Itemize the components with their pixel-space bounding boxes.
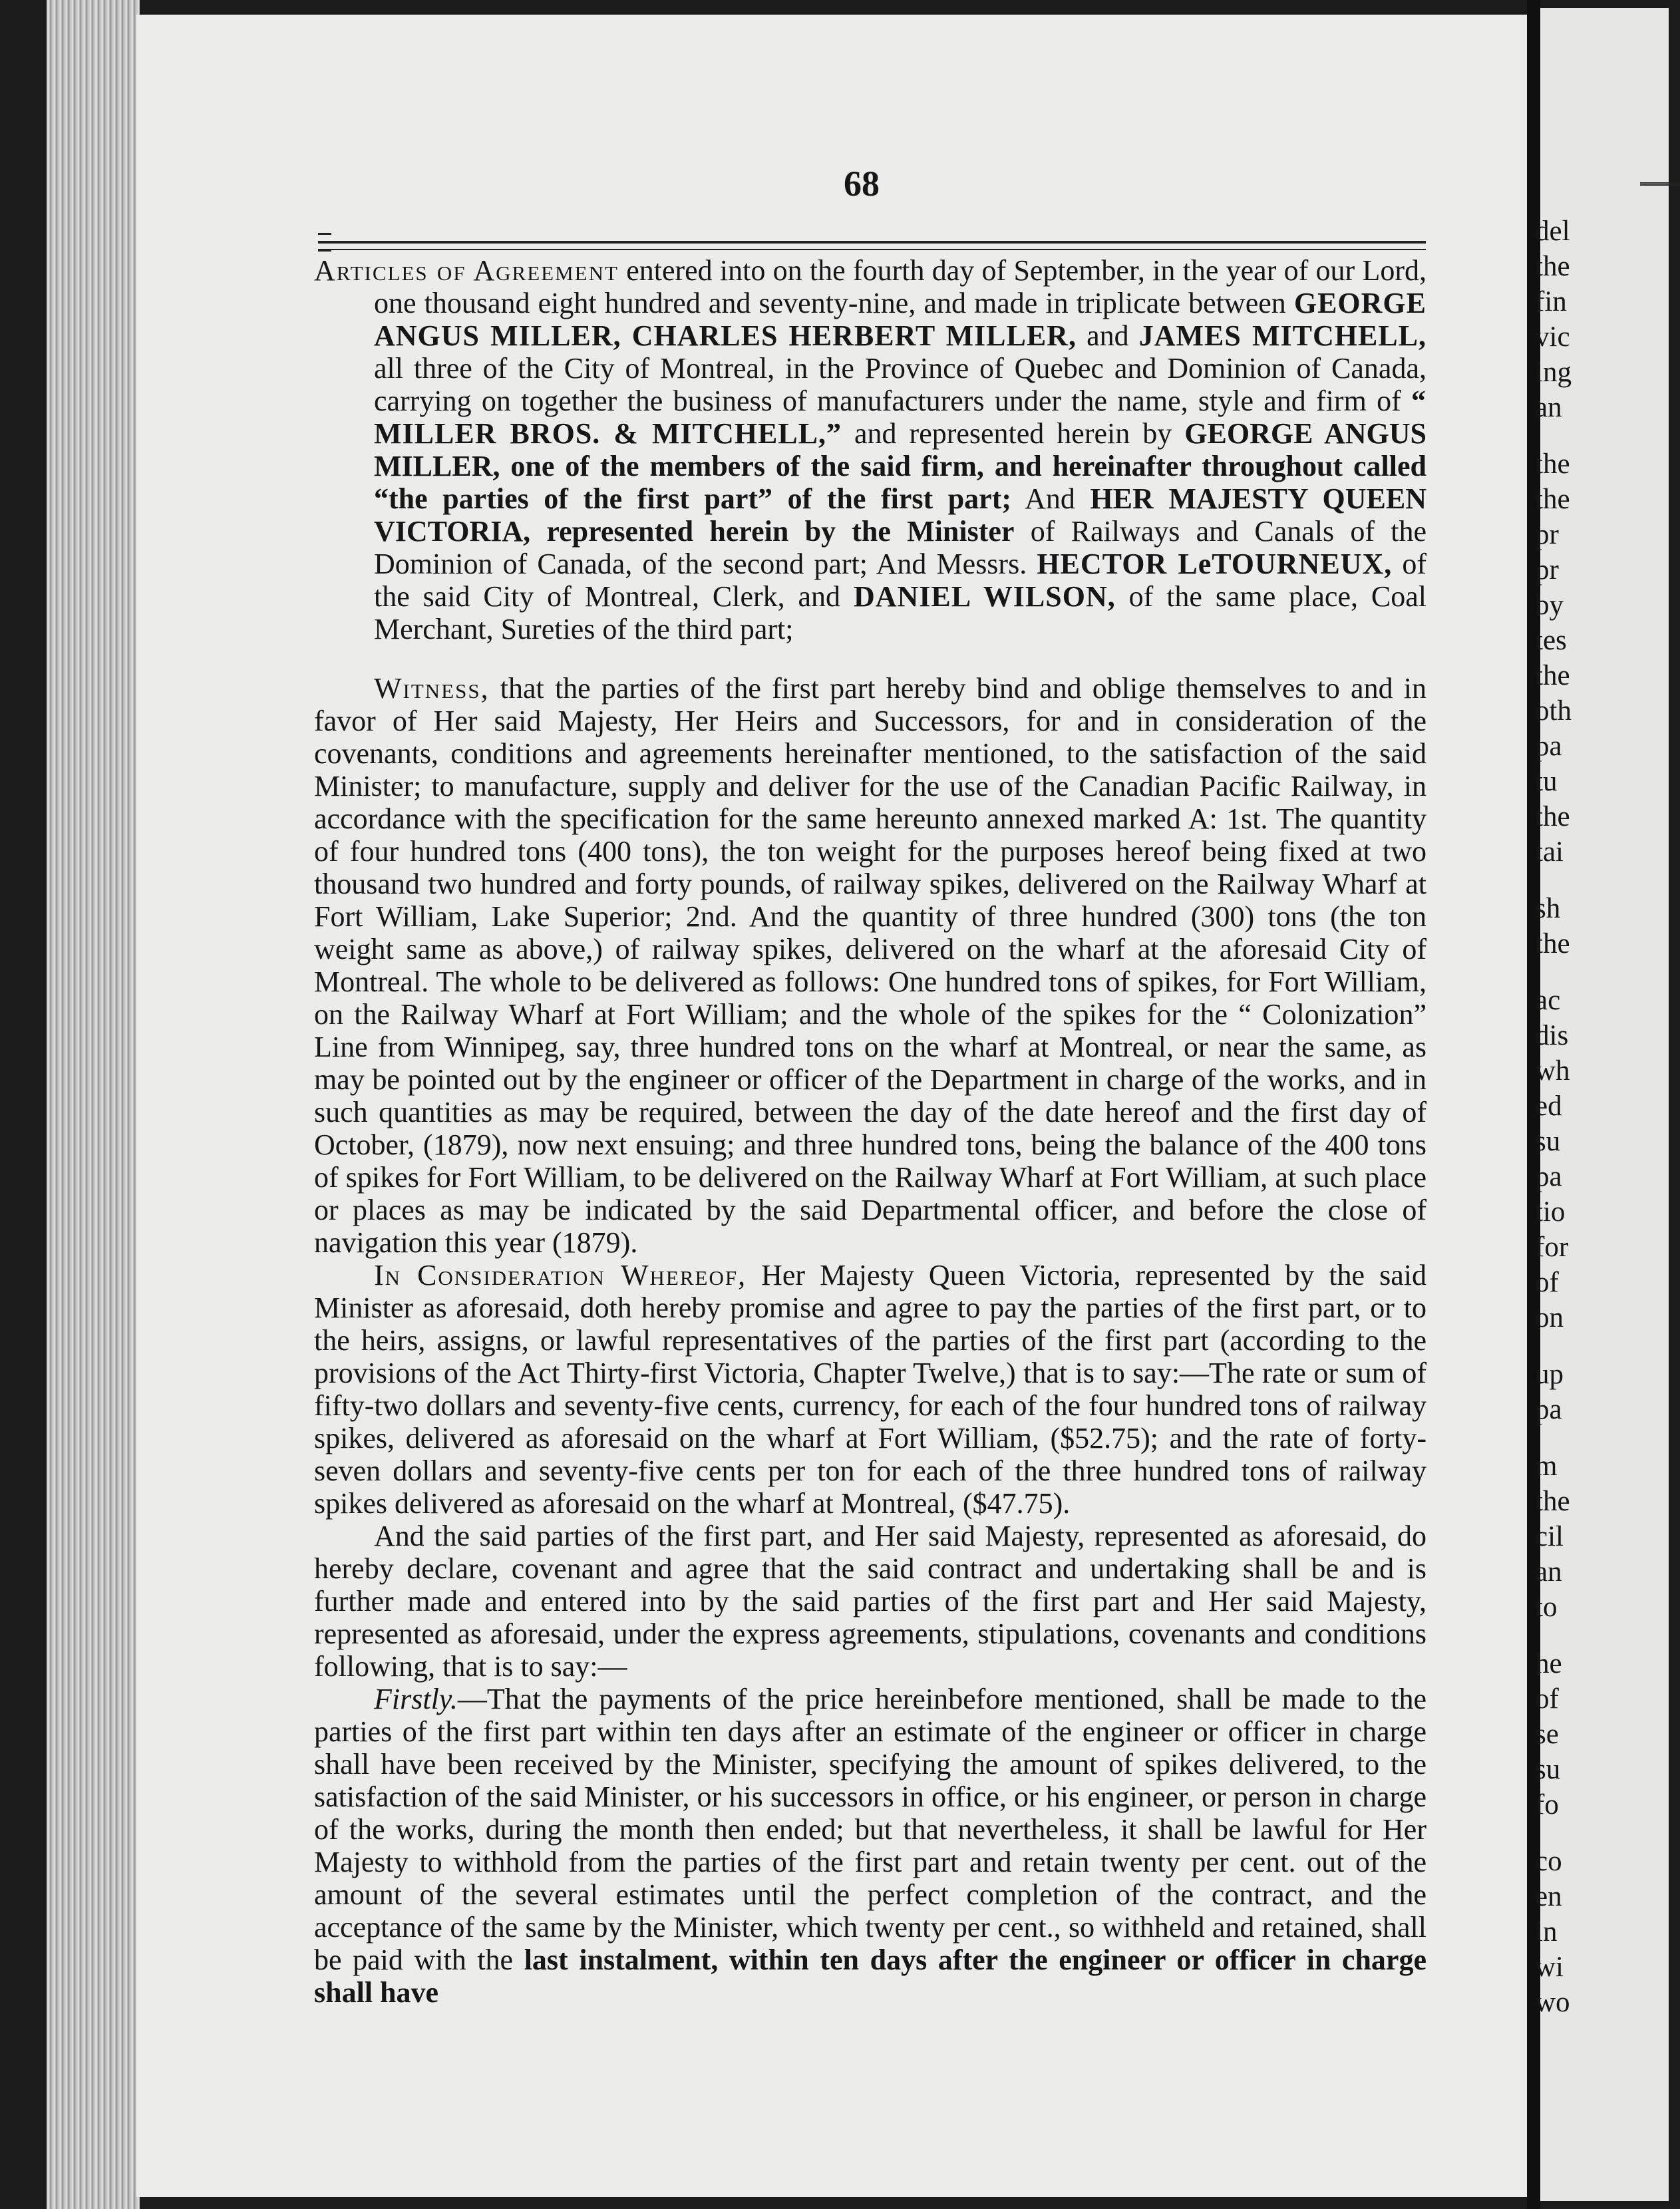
firm-name: “ MILLER BROS. & MITCHELL,” [374,385,1427,450]
facing-page-fragment-line: the [1535,928,1570,959]
facing-page-fragment-line: vic [1535,321,1570,353]
facing-page-fragment-line: ac [1535,985,1561,1016]
facing-page-fragment-line: the [1535,660,1570,691]
facing-page-fragment-line: tes [1535,625,1567,656]
agreement-opening [314,254,1427,645]
facing-page-fragment-line: pr [1535,554,1559,586]
firstly-text: —That the payments of the price hereinbefore mentioned, shall be made to the parties of the first part within ten days after an estimate of the engineer or officer in charge shall have been received by the Minister, specifying the amount of spikes delivered, to the satisfaction of the said Minister, or his successors in office, or his engineer, or person in charge of the works, during the month then ended; but that nevertheless, it shall be lawful for Her Majesty to withhold from the parties of the first part and retain twenty per cent. out of the amount of the several estimates until the perfect completion of the contract, and the acceptance of the same by the Minister, which twenty per cent., so withheld and retained, shall be paid with the [314,1683,1427,1976]
facing-page-fragment-line: the [1535,448,1570,480]
facing-page-fragment-line: for [1535,1232,1569,1263]
facing-page-fragment-line: to [1535,1592,1558,1623]
facing-page-rule [1640,182,1680,186]
party-names: GEORGE ANGUS MILLER, CHARLES HERBERT MILLER, [374,287,1427,352]
facing-page-fragment-line: co [1535,1846,1562,1877]
facing-page-fragment [1535,8,1669,2201]
facing-page-fragment-line: pr [1535,519,1559,550]
facing-page-fragment-line: by [1535,590,1564,621]
facing-page-fragment-line: on [1535,1302,1564,1333]
facing-page-fragment-line: the [1535,1486,1570,1517]
facing-page-fragment-line: m [1535,1450,1558,1482]
facing-page-fragment-line: fin [1535,286,1567,317]
facing-page-fragment-line: up [1535,1359,1564,1390]
surety-name: HECTOR LeTOURNEUX, [1037,548,1393,580]
facing-page-fragment-line: wo [1535,1987,1570,2018]
consideration-text: Her Majesty Queen Victoria, represented by the said Minister as aforesaid, doth hereby promise and agree to pay the parties of the first part, or to the heirs, assigns, or lawful representatives of the parties of the first part (according to the provisions of the Act Thirty-first Victoria, Chapter Twelve,) that is to say:—The rate or sum of fifty-two dollars and seventy-five cents, currency, for each of the four hundred tons of railway spikes, delivered as aforesaid on the wharf at Fort William, ($52.75); and the rate of forty-seven dollars and seventy-five cents per ton for each of the three hundred tons of railway spikes delivered as aforesaid on the wharf at Montreal, ($47.75). [314,1259,1427,1520]
header-rule [318,241,1426,250]
facing-page-fragment-line: oth [1535,695,1572,727]
facing-page-fragment-line: sh [1535,893,1561,924]
representative-clause: GEORGE ANGUS MILLER, one of the members of the said firm, and hereinafter throughout called “the parties of the first part” of the first part; [374,417,1427,515]
facing-page-fragment-line: tu [1535,766,1558,797]
facing-page-fragment-line: the [1535,484,1570,515]
declaration-paragraph: And the said parties of the first part, and Her said Majesty, represented as aforesaid, do hereby declare, covenant and agree that the said contract and undertaking shall be and is further made and entered into by the said parties of the first part and Her said Majesty, represented as aforesaid, under the express agreements, stipulations, covenants and conditions following, that is to say:— [314,1520,1427,1683]
facing-page-fragment-line: wh [1535,1055,1570,1087]
crown-party: HER MAJESTY QUEEN VICTORIA, represented herein by the Minister [374,482,1427,548]
opening-text: of the same place, Coal Merchant, Sureties of the third part; [374,580,1427,645]
firstly-lead: Firstly. [374,1683,458,1715]
facing-page-fragment-line: cil [1535,1521,1564,1552]
facing-page-fragment-line: ed [1535,1091,1562,1122]
facing-page-fragment-line: en [1535,1881,1562,1912]
opening-text: of Railways and Canals of the Dominion of Canada, of the second part; And Messrs. [374,515,1427,580]
witness-lead: Witness, [374,672,490,705]
facing-page-fragment-line: su [1535,1754,1561,1785]
page-number: 68 [844,164,880,204]
firstly-paragraph [314,1683,1427,2009]
facing-page-fragment-line: su [1535,1126,1561,1157]
facing-page-fragment-line: wi [1535,1952,1564,1983]
opening-text: and represented herein by [842,417,1185,450]
consideration-lead: In Consideration Whereof, [374,1259,747,1291]
facing-page-fragment-line: pa [1535,1161,1562,1192]
facing-page-fragment-line: an [1535,392,1562,423]
surety-name: DANIEL WILSON, [853,580,1116,613]
facing-page-fragment-line: dis [1535,1020,1569,1051]
facing-page-fragment-line: tai [1535,836,1564,868]
witness-paragraph [314,672,1427,1259]
witness-text: that the parties of the first part hereby bind and oblige themselves to and in favor of Her said Majesty, Her Heirs and Successors, for and in consideration of the covenants, conditions and agreements hereinafter mentioned, to the satisfaction of the said Minister; to manufacture, supply and deliver for the use of the Canadian Pacific Railway, in accordance with the specification for the same hereunto annexed marked A: 1st. The quantity of four hundred tons (400 tons), the ton weight for the purposes hereof being fixed at two thousand two hundred and forty pounds, of railway spikes, delivered on the Railway Wharf at Fort William, Lake Superior; 2nd. And the quantity of three hundred (300) tons (the ton weight same as above,) of railway spikes, delivered on the wharf at the aforesaid City of Montreal. The whole to be delivered as follows: One hundred tons of spikes, for Fort William, on the Railway Wharf at Fort William; and the whole of the spikes for the “ Colonization” Line from Winnipeg, say, three hundred tons on the wharf at Montreal, or near the same, as may be pointed out by the engineer or officer of the Department in charge of the works, and in such quantities as may be required, between the day of the date hereof and the first day of October, (1879), now next ensuing; and three hundred tons, being the balance of the 400 tons of spikes for Fort William, to be delivered on the Railway Wharf at Fort William, at such place or places as may be indicated by the said Departmental officer, and before the close of navigation this year (1879). [314,672,1427,1259]
facing-page-fragment-line: the [1535,801,1570,832]
book-page-edge [47,0,140,2209]
facing-page-fragment-line: of [1535,1267,1559,1298]
facing-page-fragment-line: pa [1535,731,1562,762]
facing-page-fragment-line: fo [1535,1789,1559,1820]
opening-text: of the said City of Montreal, Clerk, and [374,548,1427,613]
facing-page-fragment-line: an [1535,1556,1562,1588]
facing-page-fragment-line: se [1535,1719,1559,1750]
firstly-tail: last instalment, within ten days after the engineer or officer in charge shall have [314,1944,1427,2009]
facing-page-fragment-line: del [1535,216,1570,247]
facing-page-fragment-line: in [1535,1916,1558,1948]
facing-page-fragment-line: tio [1535,1196,1566,1228]
facing-page-fragment-line: ing [1535,357,1572,388]
party-name: JAMES MITCHELL, [1138,319,1427,352]
opening-text: And [1011,482,1091,515]
opening-text: entered into on the fourth day of September, in the year of our Lord, one thousand eight hundred and seventy-nine, and made in triplicate between [374,254,1427,319]
opening-text: all three of the City of Montreal, in the Province of Quebec and Dominion of Canada, carrying on together the business of manufacturers under the name, style and firm of [374,352,1427,417]
facing-page-fragment-line: pa [1535,1394,1562,1425]
facing-page-fragment-line: the [1535,251,1570,282]
facing-page-fragment-line: of [1535,1683,1559,1715]
opening-text: and [1076,319,1139,352]
facing-page-fragment-line: he [1535,1648,1562,1679]
header-rule-mark [318,233,331,252]
consideration-paragraph [314,1259,1427,1520]
document-body [314,254,1427,2009]
agreement-lead: Articles of Agreement [314,254,619,287]
